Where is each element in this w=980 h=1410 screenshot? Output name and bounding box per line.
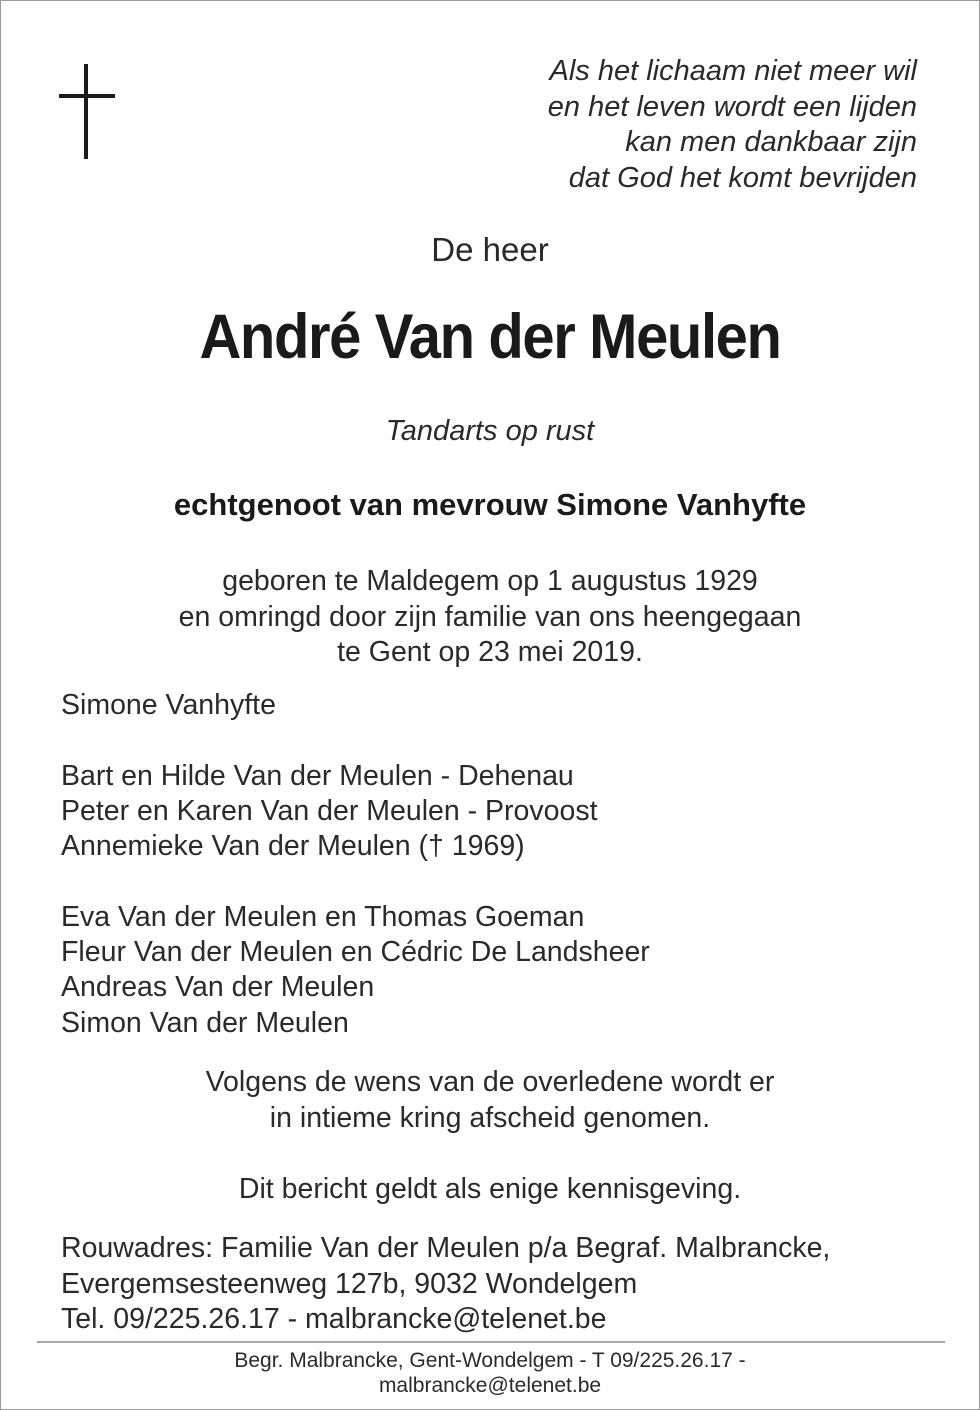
- announcement-line: te Gent op 23 mei 2019.: [337, 636, 643, 668]
- mourning-address: [61, 1231, 830, 1338]
- poem-line: en het leven wordt een lijden: [547, 90, 917, 123]
- poem: [548, 54, 917, 196]
- address-line: Rouwadres: Familie Van der Meulen p/a Begraf. Malbrancke,: [61, 1232, 831, 1264]
- cross-icon: [51, 61, 121, 161]
- family-member: Simone Vanhyfte: [61, 689, 276, 721]
- footer-line: Begr. Malbrancke, Gent-Wondelgem - T 09/225.26.17 -: [234, 1349, 746, 1372]
- address-line: Tel. 09/225.26.17 - malbrancke@telenet.be: [61, 1303, 607, 1335]
- announcement-line: geboren te Maldegem op 1 augustus 1929: [222, 565, 758, 597]
- poem-line: kan men dankbaar zijn: [625, 126, 917, 158]
- family-member: Andreas Van der Meulen: [61, 971, 375, 1004]
- spouse-line: echtgenoot van mevrouw Simone Vanhyfte: [173, 487, 807, 522]
- announcement-line: en omringd door zijn familie van ons heengegaan: [178, 600, 802, 633]
- family-member: Fleur Van der Meulen en Cédric De Landsheer: [61, 936, 650, 969]
- deceased-name: André Van der Meulen: [199, 302, 781, 372]
- family-member: Annemieke Van der Meulen († 1969): [61, 830, 525, 863]
- family-member: Simon Van der Meulen: [61, 1006, 349, 1039]
- wish-text: [1, 1065, 979, 1136]
- poem-line: dat God het komt bevrijden: [568, 161, 917, 194]
- family-member: Bart en Hilde Van der Meulen - Dehenau: [61, 759, 574, 792]
- notice-text: Dit bericht geldt als enige kennisgeving.: [238, 1173, 742, 1205]
- honorific: De heer: [431, 231, 549, 268]
- family-member: Peter en Karen Van der Meulen - Provoost: [61, 794, 598, 827]
- address-line: Evergemsesteenweg 127b, 9032 Wondelgem: [61, 1267, 638, 1300]
- family-member: Eva Van der Meulen en Thomas Goeman: [61, 900, 585, 933]
- wish-line: Volgens de wens van de overledene wordt er: [205, 1066, 775, 1098]
- occupation: Tandarts op rust: [385, 415, 595, 447]
- poem-line: Als het lichaam niet meer wil: [549, 55, 917, 87]
- announcement: [1, 564, 979, 671]
- family-list: [61, 688, 650, 1041]
- footer-divider: [37, 1341, 945, 1343]
- footer-line: malbrancke@telenet.be: [378, 1374, 602, 1397]
- footer: [1, 1348, 979, 1398]
- wish-line: in intieme kring afscheid genomen.: [269, 1101, 711, 1134]
